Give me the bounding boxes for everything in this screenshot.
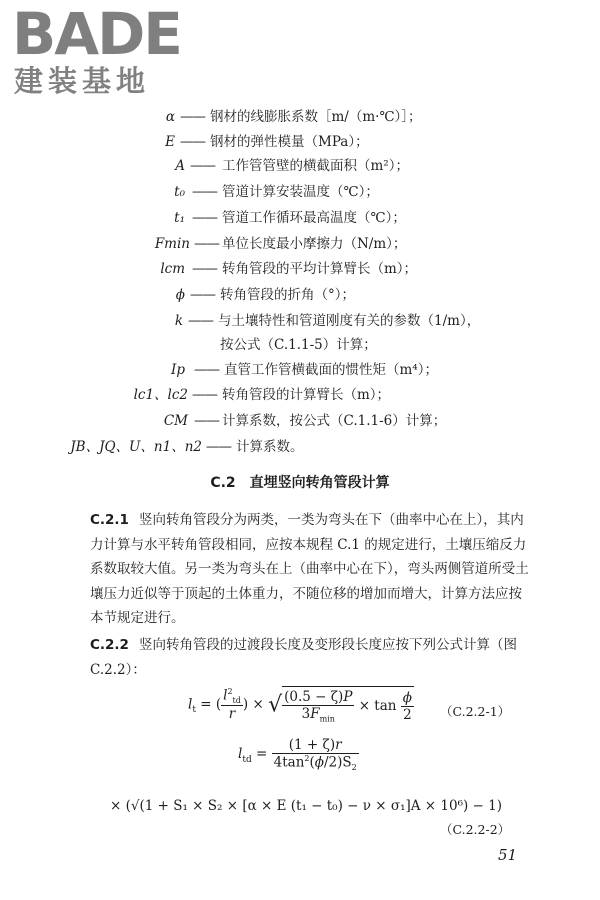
definition-text: 钢材的弹性模量（MPa）； xyxy=(210,134,369,150)
definition-item xyxy=(0,130,600,154)
definition-item xyxy=(0,435,600,459)
definition-symbol: CM xyxy=(163,413,188,429)
definition-dash: —— xyxy=(206,439,231,455)
definition-dash: —— xyxy=(194,362,219,378)
page-number: 51 xyxy=(498,846,518,864)
clause-text: 竖向转角管段分为两类，一类为弯头在下（曲率中心在上），其内力计算与水平转角管段相同，应按本规程 C.1 的规定进行，土壤压缩反力系数取较大值。另一类为弯头在上（曲率中心在下），弯头两侧管道所受土壤压力近似等于顶起的土体重力，不随位移的增加而增大，计算方法应按本节规定进行。 xyxy=(90,512,529,626)
definition-item xyxy=(0,105,600,129)
equation-ltd: $l_{td}$ = $\frac{(1 + \zeta)r}{4\tan^2(\phi/2)S_2}$ xyxy=(238,737,357,773)
clause-text: 竖向转角管段的过渡段长度及变形段长度应按下列公式计算（图 C.2.2）： xyxy=(90,637,517,678)
clause-c-2-2 xyxy=(90,633,530,682)
definition-text: 计算系数，按公式（C.1.1-6）计算； xyxy=(222,413,447,429)
definition-symbol: α xyxy=(165,109,175,125)
definition-dash: —— xyxy=(192,387,217,403)
definition-symbol: t₁ xyxy=(174,210,185,226)
definition-dash: —— xyxy=(192,210,217,226)
equation-label: （C.2.2-1） xyxy=(440,704,511,719)
definition-symbol: lcm xyxy=(160,261,185,277)
equation-c-2-2-1: $l_t$ = ( $\frac{l^2_{td}}{r}$ ) × √ $\frac{(0.5 - \zeta)P}{3F_{min}}$ × tan $\frac{\phi}{2}$ xyxy=(188,687,412,724)
clause-number: C.2.1 xyxy=(90,512,129,528)
clause-number: C.2.2 xyxy=(90,637,129,653)
definition-text: 单位长度最小摩擦力（N/m）； xyxy=(222,236,407,252)
clause-c-2-1 xyxy=(90,508,530,631)
definition-dash: —— xyxy=(188,313,213,329)
logo-subtitle: 建装基地 xyxy=(14,64,151,98)
definition-text: 转角管段的折角（°）； xyxy=(220,287,355,303)
definition-item xyxy=(0,309,600,333)
definition-symbol: lc1、lc2 xyxy=(133,387,188,403)
definition-symbol: k xyxy=(174,313,183,329)
definition-item xyxy=(0,283,600,307)
definition-item xyxy=(0,206,600,230)
definition-dash: —— xyxy=(192,261,217,277)
logo xyxy=(12,0,187,99)
equation-label: （C.2.2-2） xyxy=(440,822,511,837)
definition-symbol: A xyxy=(175,158,185,174)
definition-dash: —— xyxy=(194,236,219,252)
definition-continuation: 按公式（C.1.1-5）计算； xyxy=(220,337,377,353)
logo-wordmark: BADE xyxy=(12,0,181,68)
definition-item xyxy=(0,154,600,178)
definition-text: 计算系数。 xyxy=(236,439,304,455)
definition-text: 钢材的线膨胀系数［m/（m·℃）］； xyxy=(210,109,422,125)
definition-dash: —— xyxy=(194,413,219,429)
definition-symbol: E xyxy=(165,134,175,150)
definition-text: 直管工作管横截面的惯性矩（m⁴）； xyxy=(224,362,438,378)
definition-text: 转角管段的平均计算臂长（m）； xyxy=(222,261,418,277)
definition-symbol: ϕ xyxy=(175,287,185,303)
definition-dash: —— xyxy=(190,287,215,303)
definition-item xyxy=(0,257,600,281)
definition-dash: —— xyxy=(192,184,217,200)
definition-dash: —— xyxy=(180,134,205,150)
definition-item xyxy=(0,383,600,407)
definition-item xyxy=(0,358,600,382)
definition-text: 管道工作循环最高温度（℃）； xyxy=(222,210,406,226)
definition-text: 与土壤特性和管道刚度有关的参数（1/m）， xyxy=(218,313,481,329)
definition-text: 转角管段的计算臂长（m）； xyxy=(222,387,391,403)
definition-text: 管道计算安装温度（℃）； xyxy=(222,184,379,200)
equation-c-2-2-2-tail: × (√(1 + S₁ × S₂ × [α × E (t₁ − t₀) − ν × σ₁]A × 10⁶) − 1) xyxy=(110,798,502,814)
definition-symbol: Ip xyxy=(171,362,185,378)
definition-symbol: t₀ xyxy=(174,184,185,200)
section-title: C.2 直埋竖向转角管段计算 xyxy=(210,475,390,491)
definition-item xyxy=(0,409,600,433)
definition-dash: —— xyxy=(180,109,205,125)
definition-dash: —— xyxy=(190,158,215,174)
definition-item xyxy=(0,180,600,204)
definition-text: 工作管管壁的横截面积（m²）； xyxy=(222,158,409,174)
definition-symbol: Fmin xyxy=(154,236,190,252)
definition-symbol: JB、JQ、U、n1、n2 xyxy=(70,439,202,455)
definition-item xyxy=(0,232,600,256)
